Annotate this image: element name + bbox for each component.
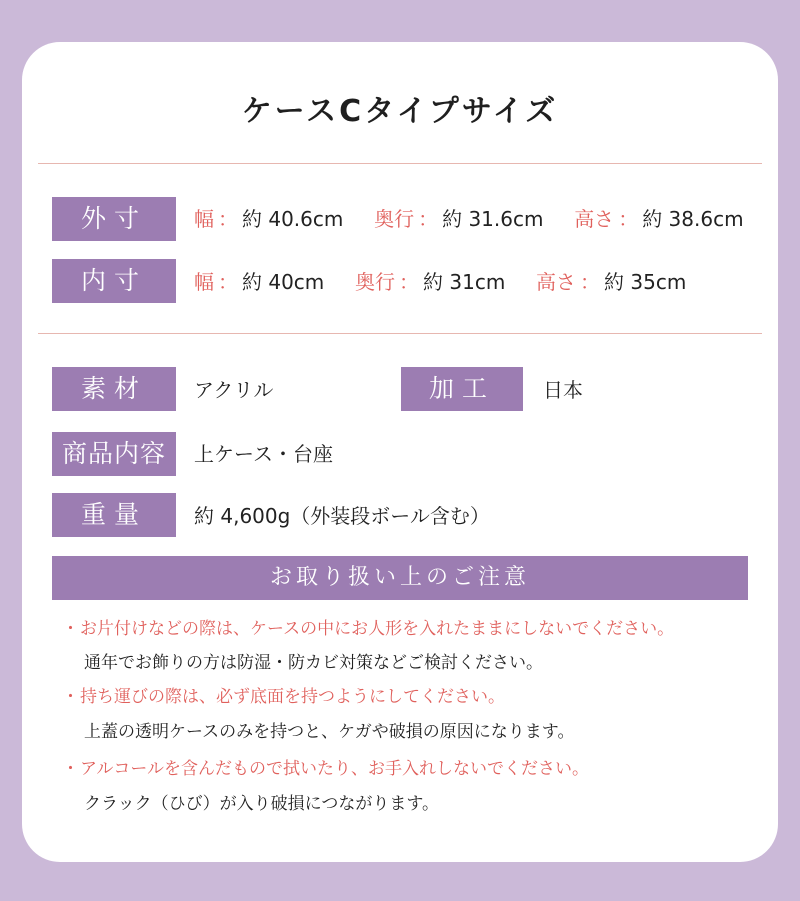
notice-detail-3: クラック（ひび）が入り破損につながります。 [84,794,439,814]
notice-title: お取り扱い上のご注意 [52,556,748,600]
notice-detail-2: 上蓋の透明ケースのみを持つと、ケガや破損の原因になります。 [84,722,575,742]
outer-dimensions-label: 外寸 [52,197,176,241]
outer-dimensions-value [194,205,744,233]
inner-width-key: 幅 [194,270,214,294]
processing-label: 加工 [401,367,523,411]
outer-depth-key: 奥行 [374,207,415,231]
notice-warning-3 [62,757,589,781]
inner-dimensions-value [194,268,686,296]
inner-depth-key: 奥行 [355,270,396,294]
warning-text: 持ち運びの際は、必ず底面を持つようにしてください。 [80,687,505,707]
bullet: ・ [62,687,79,707]
bullet: ・ [62,619,79,639]
inner-width-value: 約 40cm [242,270,325,294]
outer-depth-value: 約 31.6cm [442,207,544,231]
warning-text: アルコールを含んだもので拭いたり、お手入れしないでください。 [80,759,589,779]
colon: ： [218,207,238,231]
notice-warning-2 [62,685,505,709]
colon: ： [418,207,439,231]
inner-height-key: 高さ [536,270,577,294]
divider-top [38,163,762,164]
material-label: 素材 [52,367,176,411]
contents-value: 上ケース・台座 [194,442,333,466]
contents-label: 商品内容 [52,432,176,476]
notice-detail-1: 通年でお飾りの方は防湿・防カビ対策などご検討ください。 [84,653,543,673]
outer-height-key: 高さ [574,207,615,231]
page-title: ケースCタイプサイズ [241,94,559,129]
colon: ： [580,270,601,294]
colon: ： [399,270,420,294]
inner-dimensions-label: 内寸 [52,259,176,303]
outer-width-key: 幅 [194,207,214,231]
weight-value: 約 4,600g（外装段ボール含む） [194,504,490,528]
colon: ： [618,207,639,231]
outer-width-value: 約 40.6cm [242,207,344,231]
bullet: ・ [62,759,79,779]
inner-depth-value: 約 31cm [423,270,506,294]
colon: ： [218,270,238,294]
material-value: アクリル [194,378,274,402]
outer-height-value: 約 38.6cm [642,207,744,231]
warning-text: お片付けなどの際は、ケースの中にお人形を入れたままにしないでください。 [80,619,675,639]
notice-warning-1 [62,617,674,641]
inner-height-value: 約 35cm [604,270,687,294]
divider-middle [38,333,762,334]
weight-label: 重量 [52,493,176,537]
processing-value: 日本 [543,378,583,402]
